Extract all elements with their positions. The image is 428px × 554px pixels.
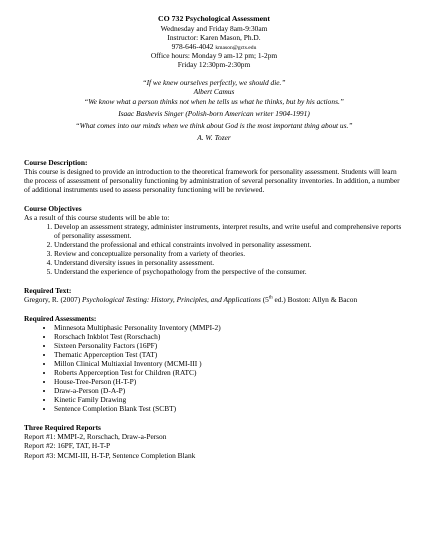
list-item: • Sixteen Personality Factors (16PF) bbox=[54, 341, 404, 350]
list-item: • Draw-a-Person (D-A-P) bbox=[54, 386, 404, 395]
quote-text: “What comes into our minds when we think about God is the most important thing about us.” bbox=[75, 120, 353, 130]
section-heading: Course Description: bbox=[24, 157, 88, 167]
quotes bbox=[24, 78, 404, 141]
list-item: • Sentence Completion Blank Test (SCBT) bbox=[54, 404, 404, 413]
required-text-citation bbox=[24, 295, 404, 304]
course-header bbox=[24, 14, 404, 69]
citation-edition: (5 bbox=[260, 295, 269, 305]
course-description-text: This course is designed to provide an introduction to the theoretical framework for personality assessment. Students will learn the process of assessment of personality functioning by administration of several personality inventories. In addition, a number of additional instruments used to assess personality functioning will be reviewed. bbox=[24, 166, 400, 194]
required-text-section bbox=[24, 286, 404, 304]
course-objectives-section bbox=[24, 204, 404, 276]
section-heading: Required Assessments: bbox=[24, 314, 97, 324]
quote-author: A. W. Tozer bbox=[197, 132, 231, 142]
report-line: Report #1: MMPI-2, Rorschach, Draw-a-Person bbox=[24, 432, 167, 442]
section-heading: Required Text: bbox=[24, 286, 72, 295]
list-item: • Minnesota Multiphasic Personality Inventory (MMPI-2) bbox=[54, 323, 404, 332]
quote-text: “We know what a person thinks not when he tells us what he thinks, but by his actions.” bbox=[84, 96, 344, 106]
list-item: 4. Understand diversity issues in personality assessment. bbox=[54, 258, 404, 267]
citation-edition-sup: th bbox=[268, 295, 273, 301]
assessments-list bbox=[24, 323, 404, 413]
list-item: • Roberts Apperception Test for Children (RATC) bbox=[54, 368, 404, 377]
office-hours-2: Friday 12:30pm-2:30pm bbox=[177, 60, 251, 70]
citation-publisher: ed.) Boston: Allyn & Bacon bbox=[272, 295, 358, 305]
list-item: 2. Understand the professional and ethical constraints involved in personality assessment. bbox=[54, 240, 404, 249]
course-description-section bbox=[24, 158, 404, 194]
objectives-list bbox=[24, 222, 404, 276]
quote-author: Albert Camus bbox=[193, 87, 235, 97]
quote-author: Isaac Bashevis Singer (Polish-born American writer 1904-1991) bbox=[118, 108, 310, 118]
list-item: • Thematic Apperception Test (TAT) bbox=[54, 350, 404, 359]
schedule: Wednesday and Friday 8am-9:30am bbox=[160, 23, 268, 33]
list-item: 3. Review and conceptualize personality from a variety of theories. bbox=[54, 249, 404, 258]
list-item: 1. Develop an assessment strategy, administer instruments, interpret results, and write useful and comprehensive reports of personality assessment. bbox=[54, 222, 404, 240]
list-item: 5. Understand the experience of psychopathology from the perspective of the consumer. bbox=[54, 267, 404, 276]
section-heading: Course Objectives bbox=[24, 203, 82, 213]
course-title: CO 732 Psychological Assessment bbox=[158, 14, 270, 23]
required-assessments-section bbox=[24, 314, 404, 413]
report-line: Report #3: MCMI-III, H-T-P, Sentence Completion Blank bbox=[24, 450, 196, 460]
citation-book-title: Psychological Testing: History, Principles, and Applications bbox=[82, 295, 261, 305]
email: kmason@gcts.edu bbox=[215, 44, 257, 51]
office-hours-1: Office hours: Monday 9 am-12 pm; 1-2pm bbox=[150, 51, 278, 61]
contact-line bbox=[24, 42, 404, 52]
quote-text: “If we knew ourselves perfectly, we should die.” bbox=[142, 78, 286, 88]
phone: 978-646-4042 bbox=[171, 41, 214, 51]
section-heading: Three Required Reports bbox=[24, 423, 101, 433]
objectives-intro: As a result of this course students will be able to: bbox=[24, 212, 170, 222]
list-item: • House-Tree-Person (H-T-P) bbox=[54, 377, 404, 386]
list-item: • Kinetic Family Drawing bbox=[54, 395, 404, 404]
reports-section bbox=[24, 423, 404, 459]
citation-author: Gregory, R. (2007) bbox=[24, 295, 83, 305]
list-item: • Millon Clinical Multiaxial Inventory (MCMI-III ) bbox=[54, 359, 404, 368]
instructor: Instructor: Karen Mason, Ph.D. bbox=[167, 32, 261, 42]
report-line: Report #2: 16PF, TAT, H-T-P bbox=[24, 441, 111, 451]
list-item: • Rorschach Inkblot Test (Rorschach) bbox=[54, 332, 404, 341]
